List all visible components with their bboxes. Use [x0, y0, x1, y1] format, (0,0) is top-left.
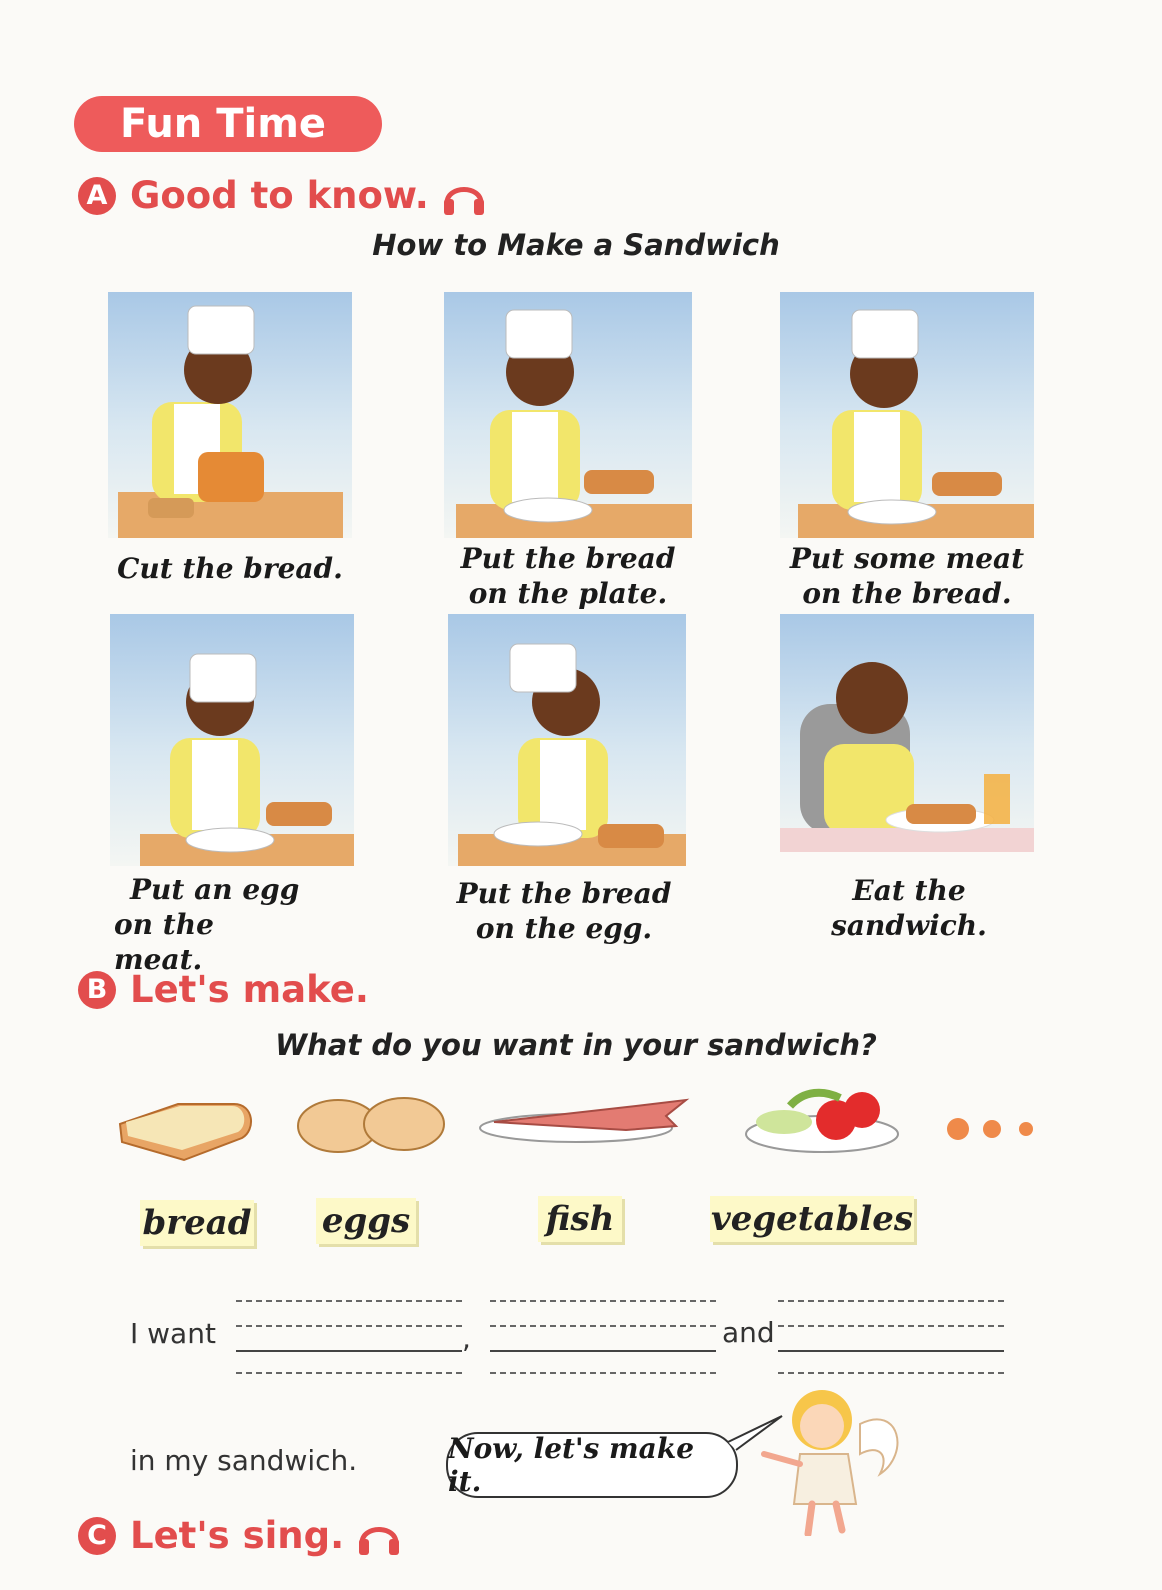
and-word: and: [722, 1316, 775, 1349]
step-5-caption: Put the bread on the egg.: [456, 877, 672, 945]
step-2-illustration: [444, 292, 692, 538]
section-b-title: Let's make.: [130, 968, 369, 1011]
bread-icon: [114, 1090, 260, 1170]
step-1-caption: Cut the bread.: [117, 552, 343, 585]
step-4-caption: Put an egg on the meat.: [114, 873, 300, 976]
section-c-title: Let's sing.: [130, 1514, 345, 1557]
banner-title: Fun Time: [120, 101, 327, 147]
step-4-illustration: [110, 614, 354, 866]
step-6-illustration: [780, 614, 1034, 852]
section-a-title: Good to know.: [130, 174, 429, 217]
sandwich-question: What do you want in your sandwich?: [275, 1028, 877, 1062]
sentence-i-want: I want: [130, 1317, 216, 1350]
word-card-bread[interactable]: bread: [140, 1200, 254, 1246]
sentence-end: in my sandwich.: [130, 1444, 358, 1477]
answer-line-1[interactable]: [236, 1300, 462, 1376]
comma-separator: ,: [462, 1322, 471, 1355]
answer-line-3[interactable]: [778, 1300, 1004, 1376]
vegetables-icon: [744, 1086, 902, 1158]
step-3-caption: Put some meat on the bread.: [789, 542, 1025, 610]
section-b-heading: [78, 968, 369, 1011]
step-5-illustration: [448, 614, 686, 866]
word-card-fish[interactable]: fish: [538, 1196, 622, 1242]
angel-illustration: [760, 1384, 910, 1536]
section-a-heading: [78, 174, 487, 217]
headphones-icon[interactable]: [441, 175, 487, 217]
section-c-letter: C: [78, 1517, 116, 1555]
fun-time-banner: [74, 96, 382, 152]
answer-line-2[interactable]: [490, 1300, 716, 1376]
recipe-title: How to Make a Sandwich: [372, 228, 780, 262]
section-a-letter: A: [78, 177, 116, 215]
step-6-caption: Eat the sandwich.: [831, 874, 987, 942]
step-2-caption: Put the bread on the plate.: [460, 542, 676, 610]
more-dots-icon: [944, 1114, 1040, 1144]
section-b-letter: B: [78, 971, 116, 1009]
section-c-heading: [78, 1514, 402, 1557]
word-card-vegetables[interactable]: vegetables: [710, 1196, 914, 1242]
eggs-icon: [296, 1094, 448, 1156]
step-1-illustration: [108, 292, 352, 538]
speech-bubble: Now, let's make it.: [446, 1432, 738, 1498]
step-3-illustration: [780, 292, 1034, 538]
fish-icon: [476, 1090, 692, 1146]
word-card-eggs[interactable]: eggs: [316, 1198, 416, 1244]
headphones-icon[interactable]: [356, 1515, 402, 1557]
